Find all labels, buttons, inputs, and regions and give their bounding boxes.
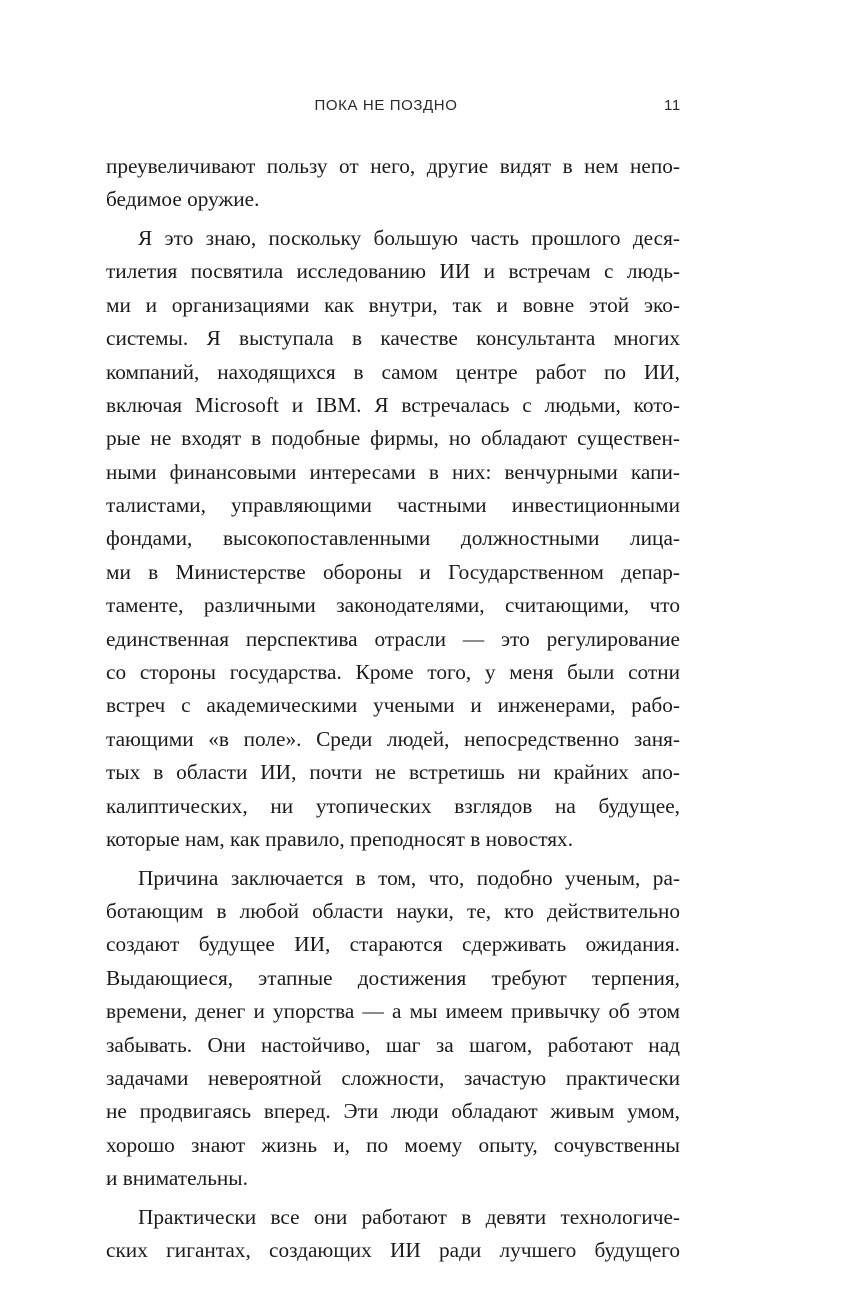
text-line: Я это знаю, поскольку большую часть прошлого деся- (138, 225, 680, 250)
text-line: не продвигаясь вперед. Эти люди обладают живым умом, (106, 1099, 680, 1124)
text-line: бедимое оружие. (106, 187, 260, 212)
running-title: ПОКА НЕ ПОЗДНО (314, 97, 458, 114)
text-line: рые не входят в подобные фирмы, но обладают существен- (106, 426, 680, 451)
text-line: таменте, различными законодателями, считающими, что (106, 593, 680, 618)
text-line: встреч с академическими учеными и инженерами, рабо- (106, 693, 680, 718)
text-line: Причина заключается в том, что, подобно ученым, ра- (138, 865, 680, 890)
text-line: и внимательны. (106, 1166, 248, 1191)
text-line: фондами, высокопоставленными должностными лица- (106, 526, 680, 551)
text-line: забывать. Они настойчиво, шаг за шагом, работают над (106, 1032, 680, 1057)
text-line: преувеличивают пользу от него, другие видят в нем непо- (106, 154, 680, 178)
text-line: которые нам, как правило, преподносят в новостях. (106, 827, 574, 851)
text-line: ми и организациями как внутри, так и вовне этой эко- (106, 292, 680, 317)
text-line: тающими «в поле». Среди людей, непосредственно заня- (106, 726, 680, 751)
paragraph (106, 1201, 680, 1268)
paragraph (106, 150, 680, 217)
text-line: единственная перспектива отрасли — это регулирование (106, 626, 680, 651)
text-line: ских гигантах, создающих ИИ ради лучшего будущего (106, 1238, 680, 1263)
text-line: калиптических, ни утопических взглядов на будущее, (106, 793, 680, 818)
text-line: Практически все они работают в девяти технологиче- (138, 1204, 680, 1229)
text-line: создают будущее ИИ, стараются сдерживать ожидания. (106, 932, 680, 957)
text-line: тилетия посвятила исследованию ИИ и встречам с людь- (106, 259, 680, 284)
text-line: Выдающиеся, этапные достижения требуют терпения, (106, 965, 680, 990)
text-line: ботающим в любой области науки, те, кто действительно (106, 898, 680, 923)
text-line: хорошо знают жизнь и, по моему опыту, сочувственны (106, 1132, 680, 1157)
text-line: тых в области ИИ, почти не встретишь ни крайних апо- (106, 760, 680, 785)
text-line: со стороны государства. Кроме того, у меня были сотни (106, 660, 680, 685)
text-line: системы. Я выступала в качестве консультанта многих (106, 326, 680, 351)
text-line: времени, денег и упорства — а мы имеем привычку об этом (106, 999, 680, 1024)
paragraph (106, 222, 680, 856)
text-line: талистами, управляющими частными инвестиционными (106, 493, 680, 518)
running-head (0, 97, 845, 121)
text-line: ными финансовыми интересами в них: венчурными капи- (106, 459, 680, 484)
text-line: включая Microsoft и IBM. Я встречалась с людьми, кото- (106, 392, 680, 417)
text-line: задачами невероятной сложности, зачастую практически (106, 1065, 680, 1090)
text-line: компаний, находящихся в самом центре работ по ИИ, (106, 359, 680, 384)
body-text (106, 150, 680, 1273)
text-line: ми в Министерстве обороны и Государственном депар- (106, 559, 680, 584)
paragraph (106, 862, 680, 1196)
page-number: 11 (664, 97, 681, 114)
